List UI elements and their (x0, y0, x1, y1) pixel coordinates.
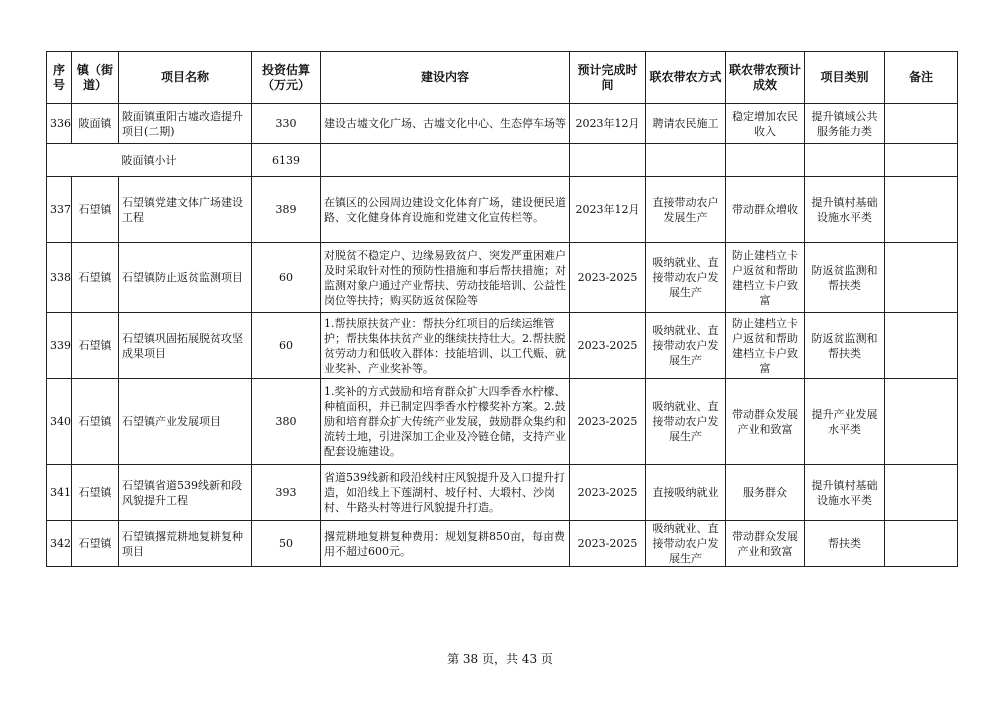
cell-invest: 60 (252, 243, 321, 313)
cell-content: 在镇区的公园周边建设文化体育广场，建设便民道路、文化健身体育设施和党建文化宣传栏等。 (321, 177, 570, 243)
cell-remark (885, 104, 958, 144)
cell-mode: 直接吸纳就业 (646, 465, 726, 521)
cell-category: 提升镇域公共服务能力类 (805, 104, 885, 144)
project-table (46, 51, 958, 567)
cell-remark (885, 243, 958, 313)
header-finish: 预计完成时间 (570, 52, 646, 104)
cell-effect: 服务群众 (726, 465, 805, 521)
cell-name: 石望镇防止返贫监测项目 (119, 243, 252, 313)
header-remark: 备注 (885, 52, 958, 104)
subtotal-empty (321, 144, 570, 177)
cell-effect: 防止建档立卡户返贫和帮助建档立卡户致富 (726, 243, 805, 313)
subtotal-empty (726, 144, 805, 177)
header-row (47, 52, 958, 104)
header-town: 镇（街道） (72, 52, 119, 104)
cell-invest: 330 (252, 104, 321, 144)
table-row (47, 521, 958, 567)
cell-finish: 2023-2025 (570, 313, 646, 379)
cell-effect: 防止建档立卡户返贫和帮助建档立卡户致富 (726, 313, 805, 379)
cell-category: 提升产业发展水平类 (805, 379, 885, 465)
cell-effect: 带动群众发展产业和致富 (726, 521, 805, 567)
page-footer: 第 38 页，共 43 页 (447, 652, 553, 666)
subtotal-label: 陂面镇小计 (47, 144, 252, 177)
table-row (47, 313, 958, 379)
cell-finish: 2023-2025 (570, 465, 646, 521)
cell-name: 陂面镇重阳古墟改造提升项目(二期) (119, 104, 252, 144)
cell-town: 石望镇 (72, 177, 119, 243)
cell-invest: 393 (252, 465, 321, 521)
cell-category: 提升镇村基础设施水平类 (805, 465, 885, 521)
cell-seq: 340 (47, 379, 72, 465)
table-row (47, 465, 958, 521)
cell-finish: 2023年12月 (570, 177, 646, 243)
cell-seq: 336 (47, 104, 72, 144)
cell-invest: 380 (252, 379, 321, 465)
cell-town: 石望镇 (72, 379, 119, 465)
table-row (47, 243, 958, 313)
header-effect: 联农带农预计成效 (726, 52, 805, 104)
header-name: 项目名称 (119, 52, 252, 104)
cell-name: 石望镇党建文体广场建设工程 (119, 177, 252, 243)
cell-content: 1.帮扶原扶贫产业：帮扶分红项目的后续运维管护；帮扶集体扶贫产业的继续扶持壮大。2.帮扶脱贫劳动力和低收入群体：技能培训、以工代赈、就业奖补、产业奖补等。 (321, 313, 570, 379)
cell-remark (885, 521, 958, 567)
cell-finish: 2023-2025 (570, 521, 646, 567)
cell-name: 石望镇撂荒耕地复耕复种项目 (119, 521, 252, 567)
cell-name: 石望镇巩固拓展脱贫攻坚成果项目 (119, 313, 252, 379)
cell-content: 省道539线新和段沿线村庄风貌提升及入口提升打造，如沿线上下莲湖村、坡仔村、大塅村、沙岗村、牛路头村等进行风貌提升打造。 (321, 465, 570, 521)
cell-mode: 吸纳就业、直接带动农户发展生产 (646, 521, 726, 567)
header-category: 项目类别 (805, 52, 885, 104)
cell-invest: 50 (252, 521, 321, 567)
subtotal-empty (805, 144, 885, 177)
cell-town: 陂面镇 (72, 104, 119, 144)
table-row (47, 104, 958, 144)
cell-category: 提升镇村基础设施水平类 (805, 177, 885, 243)
cell-seq: 338 (47, 243, 72, 313)
cell-name: 石望镇产业发展项目 (119, 379, 252, 465)
cell-mode: 吸纳就业、直接带动农户发展生产 (646, 379, 726, 465)
cell-category: 帮扶类 (805, 521, 885, 567)
table-row (47, 379, 958, 465)
cell-invest: 60 (252, 313, 321, 379)
header-seq: 序号 (47, 52, 72, 104)
cell-finish: 2023-2025 (570, 243, 646, 313)
cell-finish: 2023年12月 (570, 104, 646, 144)
cell-category: 防返贫监测和帮扶类 (805, 313, 885, 379)
cell-effect: 带动群众发展产业和致富 (726, 379, 805, 465)
header-invest: 投资估算（万元） (252, 52, 321, 104)
cell-mode: 聘请农民施工 (646, 104, 726, 144)
cell-seq: 337 (47, 177, 72, 243)
header-mode: 联农带农方式 (646, 52, 726, 104)
cell-seq: 339 (47, 313, 72, 379)
cell-content: 建设古墟文化广场、古墟文化中心、生态停车场等 (321, 104, 570, 144)
subtotal-empty (885, 144, 958, 177)
cell-category: 防返贫监测和帮扶类 (805, 243, 885, 313)
subtotal-row (47, 144, 958, 177)
cell-mode: 吸纳就业、直接带动农户发展生产 (646, 313, 726, 379)
cell-content: 对脱贫不稳定户、边缘易致贫户、突发严重困难户及时采取针对性的预防性措施和事后帮扶措施；对监测对象户通过产业帮扶、劳动技能培训、公益性岗位等扶持；购买防返贫保险等 (321, 243, 570, 313)
subtotal-empty (570, 144, 646, 177)
cell-seq: 342 (47, 521, 72, 567)
cell-remark (885, 313, 958, 379)
subtotal-invest: 6139 (252, 144, 321, 177)
cell-town: 石望镇 (72, 243, 119, 313)
table-row (47, 177, 958, 243)
cell-content: 撂荒耕地复耕复种费用：规划复耕850亩，每亩费用不超过600元。 (321, 521, 570, 567)
cell-finish: 2023-2025 (570, 379, 646, 465)
cell-effect: 带动群众增收 (726, 177, 805, 243)
cell-town: 石望镇 (72, 465, 119, 521)
cell-seq: 341 (47, 465, 72, 521)
cell-name: 石望镇省道539线新和段风貌提升工程 (119, 465, 252, 521)
cell-invest: 389 (252, 177, 321, 243)
header-content: 建设内容 (321, 52, 570, 104)
cell-remark (885, 177, 958, 243)
cell-town: 石望镇 (72, 313, 119, 379)
cell-mode: 直接带动农户发展生产 (646, 177, 726, 243)
subtotal-empty (646, 144, 726, 177)
cell-mode: 吸纳就业、直接带动农户发展生产 (646, 243, 726, 313)
cell-town: 石望镇 (72, 521, 119, 567)
cell-effect: 稳定增加农民收入 (726, 104, 805, 144)
cell-remark (885, 465, 958, 521)
cell-content: 1.奖补的方式鼓励和培育群众扩大四季香水柠檬、种植面积，并已制定四季香水柠檬奖补方案。2.鼓励和培育群众扩大传统产业发展，鼓励群众集约和流转土地，引进深加工企业及冷链仓储，支持产业配套设施建设。 (321, 379, 570, 465)
cell-remark (885, 379, 958, 465)
